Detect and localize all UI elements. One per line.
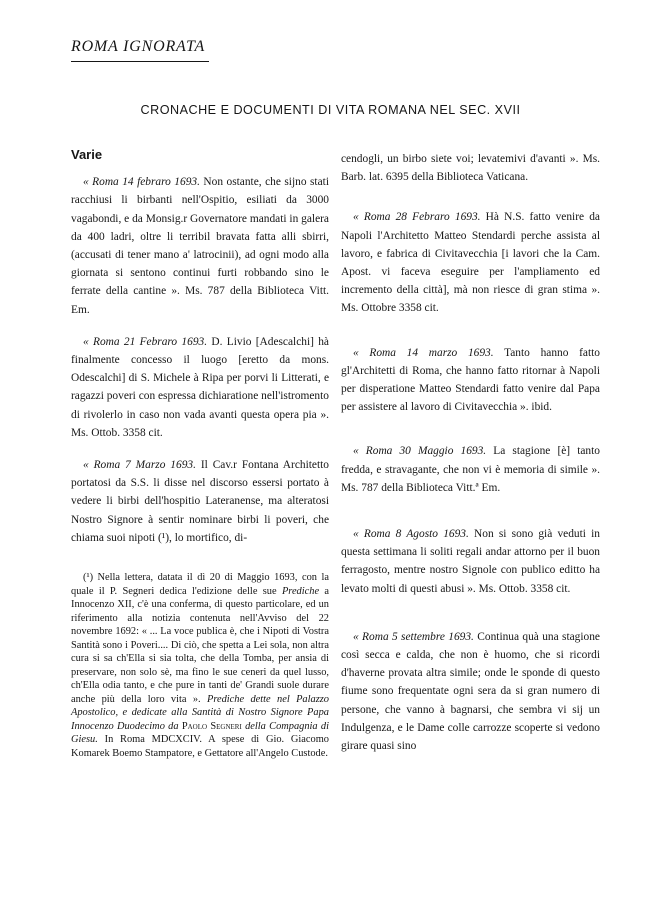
entry-text: Continua quà una stagione così secca e calda, che non è huomo, che si ricordi d'haverne provata altra simile; onde le sponde di questo fiume sono frequentate ogni sera da si gran numero di persone, che vanno à bagnarsi, che sembra vi sij un Indulgenza, e le Dame colle carrozze scoperte si vedono girare quasi sino xyxy=(341,630,600,753)
footnote-text: a Innocenzo XII, c'è una conferma, di questo particolare, ed un riferimento alla notizia contenuta nell'Avviso del 22 novembre 1692: « ... La voce publica è, che i Nipoti di Vostra Santità sono i Poveri.... Di ciò, che spetta a Lei sola, non altra cura si sa ch'Ella si sia tolta, che della Tomba, per ansia di preservare, non solo sè, ma fino le sue ceneri da quel lusso, ch'Ella odia tanto, e che pure in tanti de' Grandi suole durare anche più della loro vita ». xyxy=(71,585,329,705)
chronicle-entry-2 xyxy=(71,333,329,442)
page-title: CRONACHE E DOCUMENTI DI VITA ROMANA NEL SEC. XVII xyxy=(140,103,521,117)
section-heading: Varie xyxy=(71,147,103,162)
entry-text: D. Livio [Adescalchi] hà finalmente concesso il luogo [eretto da mons. Odescalchi] di S. Michele à Ripa per porvi li Litterati, e ragazzi poveri con espressa dichiaratione nell'istromento di rivolerlo in caso non vada avanti questa opera pia ». Ms. Ottob. 3358 cit. xyxy=(71,335,329,439)
chronicle-entry-5 xyxy=(341,344,600,417)
right-column xyxy=(341,150,600,755)
chronicle-entry-8 xyxy=(341,628,600,755)
chronicle-entry-continued: cendogli, un birbo siete voi; levatemivi d'avanti ». Ms. Barb. lat. 6395 della Biblioteca Vaticana. xyxy=(341,153,600,184)
entry-date: « Roma 30 Maggio 1693. xyxy=(353,445,487,458)
chronicle-entry-4 xyxy=(341,208,600,317)
entry-text: Non si sono già veduti in questa settimana li soliti regali andar attorno per il buon ferragosto, mentre nostro Signole con publico editto ha levato molti di questi abusi ». Ms. Ottob. 3358 cit. xyxy=(341,528,600,595)
entry-text: Tanto hanno fatto gl'Architetti di Roma, che hanno fatto ritornar à Napoli per disperatione Matteo Stendardi fatto venire dal Papa per assistere al lavoro di Civitavecchia ». ibid. xyxy=(341,346,600,414)
entry-date: « Roma 8 Agosto 1693. xyxy=(353,528,469,541)
entry-text: La stagione [è] tanto fredda, e stravagante, che non vi è memoria di simile ». Ms. 787 della Biblioteca Vitt.ª Em. xyxy=(341,445,600,494)
footnote xyxy=(71,571,329,760)
footnote-book-title: della Compagnia di Giesu. xyxy=(71,720,329,746)
chronicle-entry-1 xyxy=(71,173,329,319)
footnote-italic: Prediche xyxy=(281,585,320,597)
footnote-text: In Roma MDCXCIV. A spese di Gio. Giacomo Komarek Boemo Stampatore, e Gettatore all'Angelo Custode. xyxy=(71,734,329,759)
footnote-book-title: Prediche dette nel Palazzo Apostolico, e dedicate alla Santità di Nostro Signore Papa Innocenzo Duodecimo da xyxy=(71,693,329,732)
chronicle-entry-7 xyxy=(341,525,600,598)
footnote-author: Paolo Segneri xyxy=(178,720,246,732)
entry-text: Non ostante, che sijno stati racchiusi li birbanti nell'Ospitio, esiliati da 3000 vagabondi, e da Monsig.r Governatore mandati in galera da 400 ladri, oltre li terribil bravata fatta alli sbirri, (accusati di tener mano a' latrocinii), ad ogni modo alla giornata si sentono continui furti robbando sino le ferrate della cantine ». Ms. 787 della Biblioteca Vitt. Em. xyxy=(71,176,329,316)
chronicle-entry-6 xyxy=(341,442,600,497)
entry-text: Il Cav.r Fontana Architetto portatosi da S.S. li disse nel discorso essersi portato à vedere li birbi dell'hospitio Lateranense, ma alteratosi Nostro Signore à sentir nominare birbi li poveri, che chiama suoi nipoti (¹), lo mortifico, di- xyxy=(71,459,329,544)
entry-date: « Roma 5 settembre 1693. xyxy=(353,630,474,643)
running-head-rule xyxy=(71,61,209,62)
footnote-text: (¹) Nella lettera, datata il dì 20 di Maggio 1693, con la quale il P. Segneri dedica l'edizione delle sue xyxy=(71,572,329,597)
running-head: ROMA IGNORATA xyxy=(71,38,206,55)
chronicle-entry-3 xyxy=(71,456,329,547)
entry-text: Hà N.S. fatto venire da Napoli l'Architetto Matteo Stendardi perche assista al lavoro, e fabrica di Civitavecchia [i lavori che la Cam. Apost. vi faceva eseguire per l'ampliamento ed incremento della città], mà non riesce di gran stima ». Ms. Ottobre 3358 cit. xyxy=(341,211,600,315)
left-column xyxy=(71,146,329,760)
entry-date: « Roma 14 febraro 1693. xyxy=(83,176,200,189)
entry-date: « Roma 28 Febraro 1693. xyxy=(353,211,481,224)
entry-date: « Roma 7 Marzo 1693. xyxy=(83,459,196,472)
entry-date: « Roma 21 Febraro 1693. xyxy=(83,335,208,348)
entry-date: « Roma 14 marzo 1693. xyxy=(353,346,494,359)
